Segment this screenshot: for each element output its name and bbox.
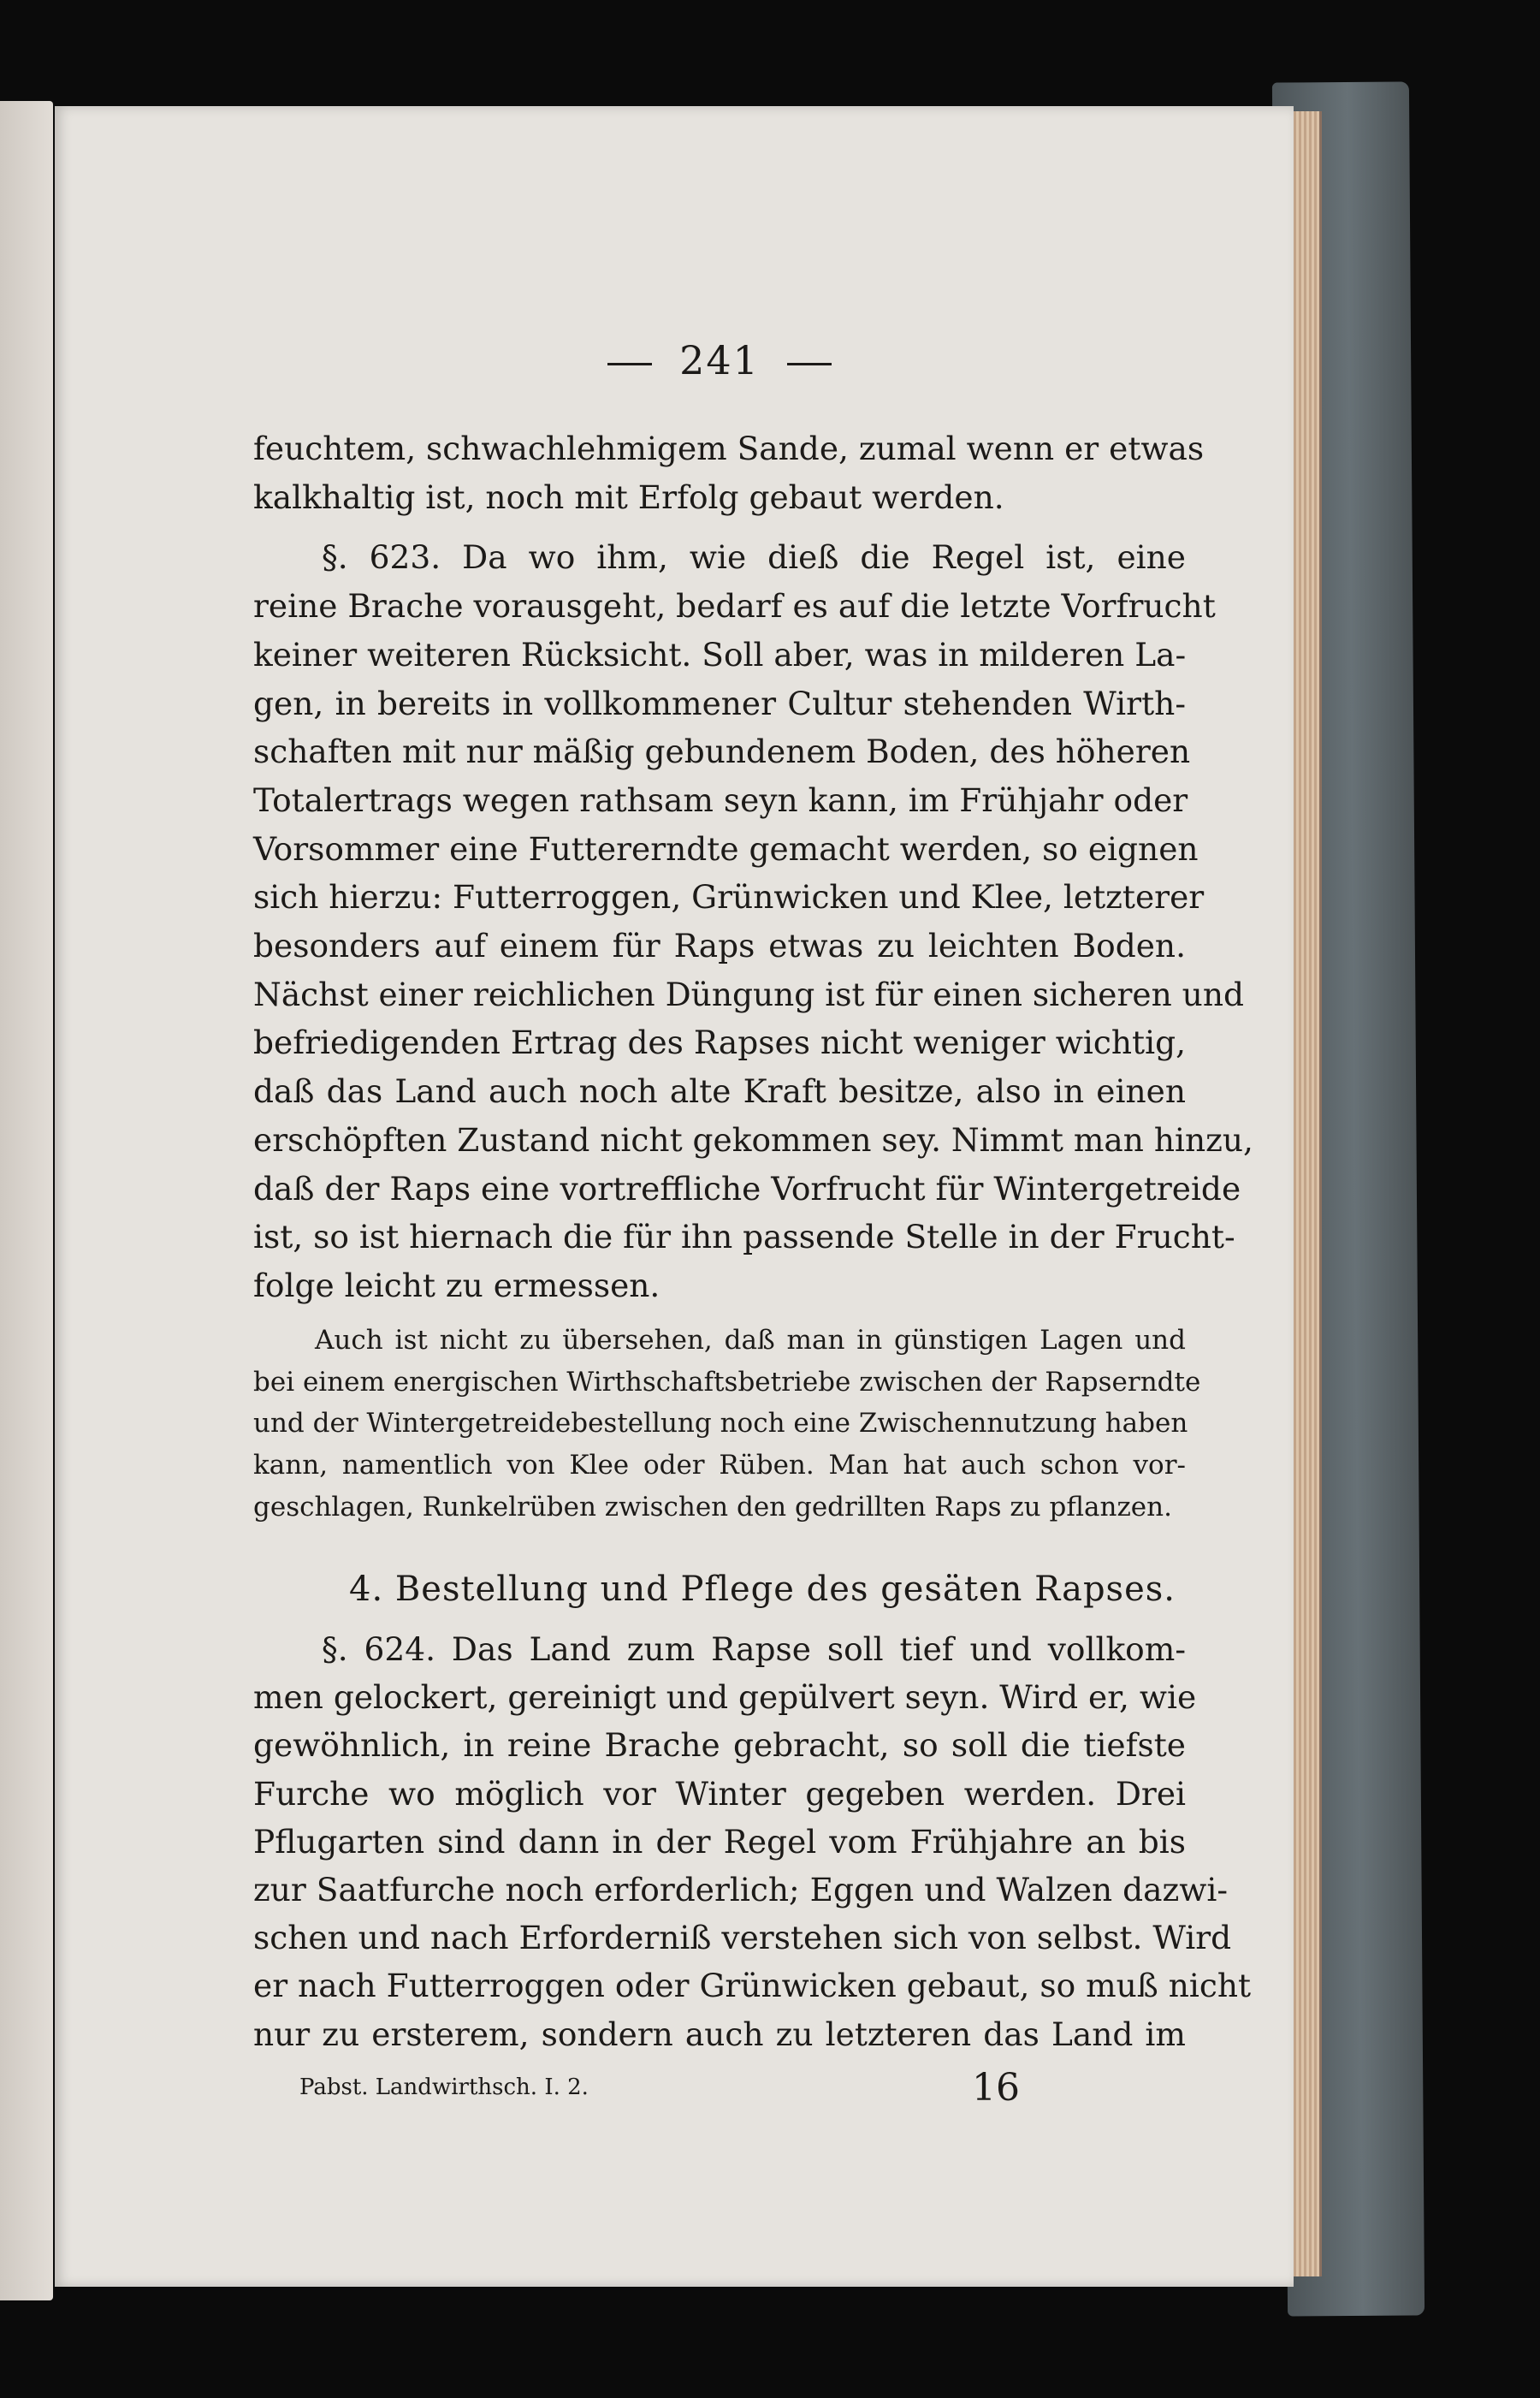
text-line: Pflugarten sind dann in der Regel vom Frühjahre an bis (253, 1822, 1186, 1861)
text-line: Totalertrags wegen rathsam seyn kann, im Frühjahr oder (253, 781, 1188, 819)
text-line: Auch ist nicht zu übersehen, daß man in günstigen Lagen und (315, 1325, 1186, 1356)
text-line: bei einem energischen Wirthschaftsbetriebe zwischen der Rapserndte (253, 1366, 1201, 1398)
text-line: Nächst einer reichlichen Düngung ist für einen sicheren und (253, 975, 1244, 1013)
text-line: erschöpften Zustand nicht gekommen sey. Nimmt man hinzu, (253, 1120, 1253, 1159)
signature-mark: Pabst. Landwirthsch. I. 2. (299, 2075, 589, 2100)
text-line: zur Saatfurche noch erforderlich; Eggen und Walzen dazwi- (253, 1871, 1228, 1909)
page-number: 241 (679, 337, 760, 383)
text-line: sich hierzu: Futterroggen, Grünwicken und Klee, letzterer (253, 878, 1205, 917)
text-line: geschlagen, Runkelrüben zwischen den gedrillten Raps zu pflanzen. (253, 1491, 1172, 1522)
text-line: besonders auf einem für Raps etwas zu leichten Boden. (253, 927, 1186, 965)
text-line: kalkhaltig ist, noch mit Erfolg gebaut werden. (253, 478, 1004, 516)
text-line: und der Wintergetreidebestellung noch eine Zwischennutzung haben (253, 1408, 1188, 1439)
page-footer (253, 2066, 1186, 2117)
text-line: schen und nach Erforderniß verstehen sich von selbst. Wird (253, 1919, 1232, 1957)
text-line: kann, namentlich von Klee oder Rüben. Man hat auch schon vor- (253, 1450, 1186, 1481)
small-print-paragraph (253, 1320, 1201, 1528)
text-line: §. 624. Das Land zum Rapse soll tief und vollkom- (322, 1630, 1186, 1668)
text-line: gen, in bereits in vollkommener Cultur stehenden Wirth- (253, 684, 1186, 722)
section-623 (253, 533, 1253, 1309)
text-line: daß das Land auch noch alte Kraft besitze, also in einen (253, 1072, 1186, 1111)
book-page (55, 106, 1294, 2287)
text-line: befriedigenden Ertrag des Rapses nicht weniger wichtig, (253, 1024, 1186, 1062)
text-line: ist, so ist hiernach die für ihn passende Stelle in der Frucht- (253, 1218, 1235, 1256)
text-line: Vorsommer eine Futtererndte gemacht werden, so eignen (253, 829, 1199, 868)
text-line: men gelockert, gereinigt und gepülvert seyn. Wird er, wie (253, 1678, 1197, 1717)
text-line: keiner weiteren Rücksicht. Soll aber, was in milderen La- (253, 635, 1187, 674)
gathering-number: 16 (972, 2066, 1020, 2110)
section-624 (253, 1625, 1252, 2058)
left-page-edge (0, 101, 53, 2300)
text-line: reine Brache vorausgeht, bedarf es auf die letzte Vorfrucht (253, 587, 1216, 626)
main-paragraph (253, 424, 1253, 1310)
text-line: schaften mit nur mäßig gebundenem Boden, des höheren (253, 733, 1191, 771)
header-dash-right (787, 363, 832, 365)
text-line: er nach Futterroggen oder Grünwicken gebaut, so muß nicht (253, 1967, 1252, 2005)
text-line: gewöhnlich, in reine Brache gebracht, so soll die tiefste (253, 1726, 1186, 1765)
text-line: folge leicht zu ermessen. (253, 1266, 660, 1304)
text-line: daß der Raps eine vortreffliche Vorfrucht für Wintergetreide (253, 1169, 1241, 1208)
section-heading: 4. Bestellung und Pflege des gesäten Rapses. (349, 1570, 1176, 1609)
text-line: Furche wo möglich vor Winter gegeben werden. Drei (253, 1774, 1186, 1813)
header-dash-left (607, 363, 652, 365)
page-header (253, 337, 1186, 383)
text-line: §. 623. Da wo ihm, wie dieß die Regel ist, eine (322, 538, 1186, 577)
text-line: nur zu ersterem, sondern auch zu letzteren das Land im (253, 2015, 1186, 2053)
text-line: feuchtem, schwachlehmigem Sande, zumal wenn er etwas (253, 430, 1205, 467)
